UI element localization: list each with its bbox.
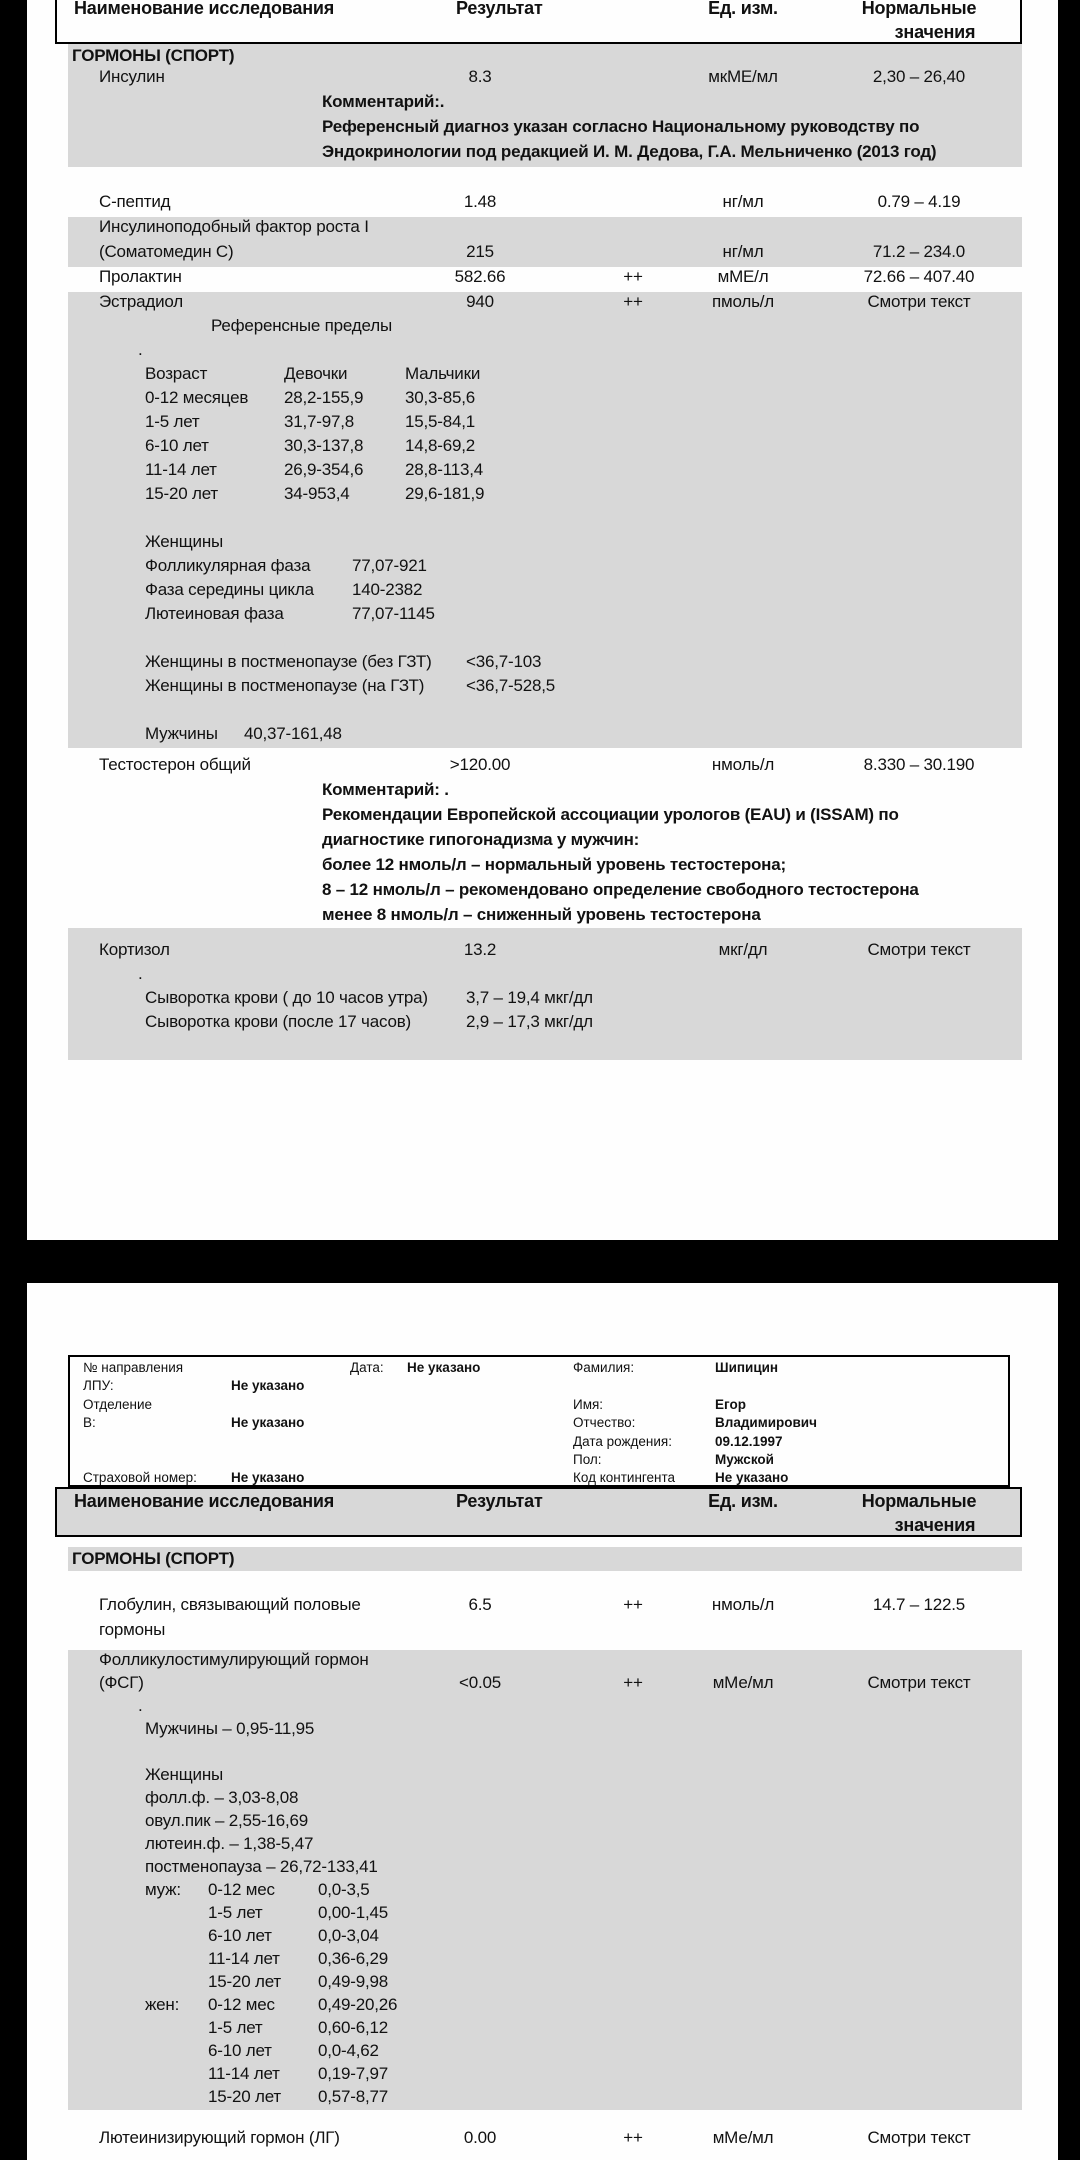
column-label-normal-values-line2: значения: [894, 22, 976, 42]
test-name: С-пептид: [99, 192, 171, 211]
patient-label: Отделение: [83, 1396, 153, 1412]
column-label-normal-values: Нормальные: [861, 1491, 977, 1511]
reference-range: 72.66 – 407.40: [863, 267, 975, 286]
column-label-unit: Ед. изм.: [708, 1491, 778, 1511]
test-name: Тестостерон общий: [99, 755, 251, 774]
lab-line: [68, 192, 1022, 217]
reference-range: Смотри текст: [867, 940, 971, 959]
reference-detail: Фолликулярная фаза: [145, 556, 311, 575]
lab-line: [68, 1949, 1022, 1972]
reference-detail: фолл.ф. – 3,03-8,08: [145, 1788, 299, 1807]
section-title: ГОРМОНЫ (СПОРТ): [68, 44, 1022, 68]
reference-detail: 1-5 лет: [208, 1903, 263, 1922]
lab-block: [68, 292, 1022, 748]
reference-detail: 0,0-3,5: [318, 1880, 370, 1899]
reference-detail: 29,6-181,9: [405, 484, 485, 503]
patient-value: Мужской: [715, 1451, 774, 1467]
test-name: Глобулин, связывающий половые: [99, 1595, 361, 1614]
reference-detail: 0,0-4,62: [318, 2041, 379, 2060]
lab-line: [68, 905, 1022, 930]
lab-line: [68, 1673, 1022, 1696]
lab-line: [68, 1036, 1022, 1060]
result-value: 0.00: [463, 2128, 497, 2147]
reference-detail: 15-20 лет: [208, 2087, 281, 2106]
lab-line: [68, 1788, 1022, 1811]
reference-detail: Мужчины – 0,95-11,95: [145, 1719, 315, 1738]
patient-value: Не указано: [407, 1360, 481, 1375]
test-name: Пролактин: [99, 267, 182, 286]
reference-detail: Сыворотка крови ( до 10 часов утра): [145, 988, 428, 1007]
unit: нг/мл: [722, 242, 764, 261]
lab-line: [68, 1834, 1022, 1857]
reference-detail: 26,9-354,6: [284, 460, 364, 479]
lab-line: [68, 700, 1022, 724]
lab-line: [68, 460, 1022, 484]
reference-range: 2,30 – 26,40: [872, 67, 966, 86]
unit: мкг/дл: [718, 940, 768, 959]
comment-line: 8 – 12 нмоль/л – рекомендовано определение свободного тестостерона: [322, 880, 919, 899]
patient-info-line: [70, 1470, 1008, 1488]
lab-line: [68, 436, 1022, 460]
reference-detail: 14,8-69,2: [405, 436, 476, 455]
reference-range: 14.7 – 122.5: [872, 1595, 966, 1614]
lab-line: [68, 604, 1022, 628]
lab-line: [68, 940, 1022, 964]
patient-label: ЛПУ:: [83, 1378, 114, 1394]
column-label-normal-values: Нормальные: [861, 0, 977, 18]
lab-line: [68, 1995, 1022, 2018]
reference-detail: 77,07-921: [352, 556, 427, 575]
reference-detail: .: [138, 340, 143, 359]
lab-line: [68, 142, 1022, 167]
reference-detail: 11-14 лет: [208, 2064, 280, 2083]
reference-detail: 40,37-161,48: [244, 724, 342, 743]
lab-line: [68, 580, 1022, 604]
report-page-2: [27, 1283, 1058, 2160]
lab-line: [68, 1903, 1022, 1926]
test-name: Эстрадиол: [99, 292, 184, 311]
test-name: Инсулин: [99, 67, 165, 86]
result-flag: ++: [623, 1595, 643, 1614]
unit: мМе/мл: [712, 2128, 774, 2147]
lab-line: [68, 1765, 1022, 1788]
lab-line: [68, 830, 1022, 855]
column-label-normal-values-line2: значения: [894, 1515, 976, 1535]
reference-detail: 11-14 лет: [145, 460, 217, 479]
lab-block: [68, 67, 1022, 167]
patient-label: Имя:: [573, 1396, 604, 1412]
results-table-header-page-2: [55, 1487, 1022, 1537]
reference-detail: Девочки: [284, 364, 348, 383]
reference-range: Смотри текст: [867, 1673, 971, 1692]
reference-detail: 0,0-3,04: [318, 1926, 379, 1945]
reference-detail: 34-953,4: [284, 484, 350, 503]
reference-detail: жен:: [145, 1995, 180, 2014]
result-value: 1.48: [463, 192, 497, 211]
patient-label: Фамилия:: [573, 1360, 635, 1375]
reference-detail: лютеин.ф. – 1,38-5,47: [145, 1834, 314, 1853]
lab-line: [68, 508, 1022, 532]
reference-detail: 6-10 лет: [208, 1926, 272, 1945]
lab-line: [68, 1880, 1022, 1903]
reference-detail: 0,19-7,97: [318, 2064, 389, 2083]
reference-detail: 0,57-8,77: [318, 2087, 389, 2106]
reference-detail: Мужчины: [145, 724, 218, 743]
reference-detail: 28,8-113,4: [405, 460, 484, 479]
lab-line: [68, 1926, 1022, 1949]
reference-detail: 0,00-1,45: [318, 1903, 389, 1922]
patient-info-line: [70, 1360, 1008, 1378]
unit: нмоль/л: [711, 755, 775, 774]
result-flag: ++: [623, 292, 643, 311]
reference-detail: Мальчики: [405, 364, 481, 383]
test-name: Кортизол: [99, 940, 170, 959]
unit: нмоль/л: [711, 1595, 775, 1614]
lab-line: [68, 242, 1022, 267]
result-value: <0.05: [458, 1673, 501, 1692]
unit: мМе/мл: [712, 1673, 774, 1692]
lab-line: [68, 2064, 1022, 2087]
patient-value: Шипицин: [715, 1360, 779, 1375]
comment-line: Комментарий:.: [322, 92, 445, 111]
lab-line: [68, 988, 1022, 1012]
lab-block: [68, 1650, 1022, 2110]
comment-line: менее 8 нмоль/л – сниженный уровень тестостерона: [322, 905, 761, 924]
comment-line: более 12 нмоль/л – нормальный уровень тестостерона;: [322, 855, 786, 874]
reference-detail: 15-20 лет: [208, 1972, 281, 1991]
lab-line: [68, 412, 1022, 436]
lab-line: [68, 484, 1022, 508]
patient-info-box: [68, 1355, 1010, 1487]
reference-detail: 77,07-1145: [352, 604, 435, 623]
reference-range: Смотри текст: [867, 2128, 971, 2147]
lab-line: [68, 1972, 1022, 1995]
lab-line: [68, 755, 1022, 780]
test-name: Инсулиноподобный фактор роста I: [99, 217, 369, 236]
test-name: гормоны: [99, 1620, 166, 1639]
patient-value: Не указано: [231, 1415, 305, 1431]
lab-line: [68, 267, 1022, 292]
result-flag: ++: [623, 1673, 643, 1692]
lab-line: [68, 1811, 1022, 1834]
reference-range: 8.330 – 30.190: [863, 755, 975, 774]
reference-detail: муж:: [145, 1880, 181, 1899]
lab-line: [68, 2087, 1022, 2110]
patient-info-line: [70, 1452, 1008, 1470]
patient-label: В:: [83, 1415, 96, 1431]
lab-line: [68, 780, 1022, 805]
patient-value: Не указано: [231, 1470, 305, 1486]
column-label-result: Результат: [456, 1491, 543, 1511]
reference-range: 0.79 – 4.19: [877, 192, 961, 211]
reference-detail: 1-5 лет: [208, 2018, 263, 2037]
lab-line: [68, 964, 1022, 988]
reference-detail: 11-14 лет: [208, 1949, 280, 1968]
patient-value: Не указано: [715, 1470, 789, 1486]
reference-detail: 30,3-137,8: [284, 436, 364, 455]
patient-value: 09.12.1997: [715, 1433, 783, 1449]
section-title: ГОРМОНЫ (СПОРТ): [68, 1547, 1022, 1571]
reference-detail: 0,36-6,29: [318, 1949, 389, 1968]
reference-detail: 6-10 лет: [208, 2041, 272, 2060]
test-name: (Соматомедин С): [99, 242, 234, 261]
result-flag: ++: [623, 267, 643, 286]
unit: мкМЕ/мл: [708, 67, 778, 86]
lab-block: [68, 217, 1022, 267]
lab-line: [68, 388, 1022, 412]
lab-line: [68, 1742, 1022, 1765]
patient-info-line: [70, 1397, 1008, 1415]
lab-block: [68, 2128, 1022, 2153]
reference-detail: 0-12 мес: [208, 1880, 275, 1899]
lab-line: [68, 340, 1022, 364]
lab-block: [68, 192, 1022, 217]
unit: нг/мл: [722, 192, 764, 211]
reference-detail: 0-12 месяцев: [145, 388, 249, 407]
lab-line: [68, 628, 1022, 652]
lab-block: [68, 1595, 1022, 1645]
reference-detail: Женщины: [145, 532, 224, 551]
lab-line: [68, 92, 1022, 117]
patient-label: Дата рождения:: [573, 1433, 672, 1449]
patient-label: Код контингента: [573, 1470, 676, 1486]
patient-label: Отчество:: [573, 1415, 636, 1431]
patient-info-line: [70, 1378, 1008, 1396]
result-value: >120.00: [449, 755, 511, 774]
reference-detail: <36,7-528,5: [466, 676, 556, 695]
result-value: 582.66: [454, 267, 506, 286]
result-flag: ++: [623, 2128, 643, 2147]
result-value: 940: [466, 292, 494, 311]
lab-line: [68, 117, 1022, 142]
reference-detail: 2,9 – 17,3 мкг/дл: [466, 1012, 593, 1031]
lab-line: [68, 1696, 1022, 1719]
reference-detail: Женщины: [145, 1765, 224, 1784]
result-value: 6.5: [468, 1595, 492, 1614]
lab-line: [68, 805, 1022, 830]
reference-detail: 0-12 мес: [208, 1995, 275, 2014]
reference-detail: 0,60-6,12: [318, 2018, 389, 2037]
column-label-result: Результат: [456, 0, 543, 18]
patient-label: № направления: [83, 1360, 184, 1375]
lab-line: [68, 2018, 1022, 2041]
reference-detail: 0,49-20,26: [318, 1995, 398, 2014]
reference-detail: 30,3-85,6: [405, 388, 476, 407]
reference-detail: Женщины в постменопаузе (без ГЗТ): [145, 652, 432, 671]
results-table-header: [55, 0, 1022, 44]
test-name: Лютеинизирующий гормон (ЛГ): [99, 2128, 340, 2147]
reference-detail: 0,49-9,98: [318, 1972, 389, 1991]
patient-info-line: [70, 1415, 1008, 1433]
reference-detail: Женщины в постменопаузе (на ГЗТ): [145, 676, 425, 695]
reference-range: Смотри текст: [867, 292, 971, 311]
reference-detail: .: [138, 964, 143, 983]
result-value: 215: [466, 242, 494, 261]
lab-line: [68, 2041, 1022, 2064]
unit: пмоль/л: [712, 292, 774, 311]
lab-line: [68, 316, 1022, 340]
lab-line: [68, 880, 1022, 905]
patient-value: Егор: [715, 1396, 746, 1412]
lab-line: [68, 2128, 1022, 2153]
lab-line: [68, 652, 1022, 676]
reference-detail: Референсные пределы: [211, 316, 392, 335]
comment-line: Рекомендации Европейской ассоциации урологов (EAU) и (ISSAM) по: [322, 805, 899, 824]
lab-line: [68, 364, 1022, 388]
lab-line: [68, 1857, 1022, 1880]
patient-info-line: [70, 1434, 1008, 1452]
patient-value: Владимирович: [715, 1415, 817, 1431]
reference-detail: Фаза середины цикла: [145, 580, 314, 599]
reference-detail: постменопауза – 26,72-133,41: [145, 1857, 378, 1876]
lab-line: [68, 1650, 1022, 1673]
lab-block: [68, 755, 1022, 930]
test-name: (ФСГ): [99, 1673, 144, 1692]
lab-block: [68, 267, 1022, 292]
reference-detail: 6-10 лет: [145, 436, 209, 455]
unit: мМЕ/л: [717, 267, 769, 286]
column-label-test-name: Наименование исследования: [74, 0, 335, 18]
column-label-unit: Ед. изм.: [708, 0, 778, 18]
comment-line: Эндокринологии под редакцией И. М. Дедова, Г.А. Мельниченко (2013 год): [322, 142, 937, 161]
patient-label: Дата:: [350, 1360, 384, 1375]
lab-line: [68, 217, 1022, 242]
lab-line: [68, 67, 1022, 92]
lab-line: [68, 1620, 1022, 1645]
result-value: 13.2: [463, 940, 497, 959]
lab-line: [68, 1719, 1022, 1742]
reference-detail: <36,7-103: [466, 652, 542, 671]
lab-line: [68, 1012, 1022, 1036]
reference-detail: 3,7 – 19,4 мкг/дл: [466, 988, 593, 1007]
reference-detail: 31,7-97,8: [284, 412, 355, 431]
column-label-test-name: Наименование исследования: [74, 1491, 335, 1511]
reference-detail: 15,5-84,1: [405, 412, 476, 431]
reference-detail: 28,2-155,9: [284, 388, 364, 407]
patient-value: Не указано: [231, 1378, 305, 1394]
lab-line: [68, 292, 1022, 316]
comment-line: Референсный диагноз указан согласно Национальному руководству по: [322, 117, 920, 136]
lab-block: [68, 928, 1022, 1060]
lab-line: [68, 724, 1022, 748]
test-name: Фолликулостимулирующий гормон: [99, 1650, 369, 1669]
lab-line: [68, 676, 1022, 700]
reference-detail: Лютеиновая фаза: [145, 604, 284, 623]
comment-line: диагностике гипогонадизма у мужчин:: [322, 830, 640, 849]
reference-detail: 15-20 лет: [145, 484, 218, 503]
lab-line: [68, 1595, 1022, 1620]
reference-detail: 1-5 лет: [145, 412, 200, 431]
lab-line: [68, 556, 1022, 580]
reference-detail: 140-2382: [352, 580, 423, 599]
reference-detail: Сыворотка крови (после 17 часов): [145, 1012, 411, 1031]
lab-line: [68, 532, 1022, 556]
reference-detail: Возраст: [145, 364, 208, 383]
reference-range: 71.2 – 234.0: [872, 242, 966, 261]
patient-label: Пол:: [573, 1451, 602, 1467]
reference-detail: .: [138, 1696, 143, 1715]
result-value: 8.3: [468, 67, 492, 86]
report-page-1: [27, 0, 1058, 1240]
comment-line: Комментарий: .: [322, 780, 449, 799]
patient-label: Страховой номер:: [83, 1470, 197, 1486]
reference-detail: овул.пик – 2,55-16,69: [145, 1811, 309, 1830]
lab-line: [68, 855, 1022, 880]
